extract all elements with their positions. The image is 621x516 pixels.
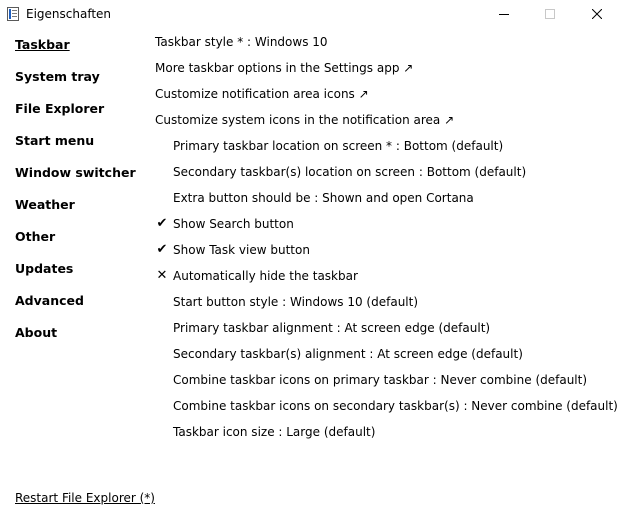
setting-system-icons-link[interactable]: [155, 112, 615, 138]
sidebar-item-start-menu[interactable]: [15, 133, 145, 165]
sidebar-item-taskbar[interactable]: [15, 37, 145, 69]
setting-notification-icons-link[interactable]: [155, 86, 615, 112]
setting-more-taskbar-options-link[interactable]: [155, 60, 615, 86]
sidebar-item-about[interactable]: [15, 325, 145, 357]
setting-label: Show Search button: [173, 217, 294, 231]
close-button[interactable]: [574, 0, 620, 28]
sidebar-item-label: Advanced: [15, 293, 84, 308]
setting-secondary-taskbar-alignment[interactable]: [155, 346, 615, 372]
setting-label: Show Task view button: [173, 243, 310, 257]
sidebar-item-weather[interactable]: [15, 197, 145, 229]
sidebar-item-other[interactable]: [15, 229, 145, 261]
setting-label: Extra button should be : Shown and open Cortana: [173, 191, 474, 205]
setting-label: Secondary taskbar(s) alignment : At screen edge (default): [173, 347, 523, 361]
sidebar-item-window-switcher[interactable]: [15, 165, 145, 197]
setting-show-search-button[interactable]: [155, 216, 615, 242]
setting-label: Customize notification area icons ↗: [155, 87, 369, 101]
setting-auto-hide-taskbar[interactable]: [155, 268, 615, 294]
cross-mark-icon: ✕: [156, 268, 168, 283]
taskbar-properties-icon: [7, 6, 19, 20]
setting-label: Secondary taskbar(s) location on screen : Bottom (default): [173, 165, 527, 179]
setting-label: Combine taskbar icons on secondary taskbar(s) : Never combine (default): [173, 399, 618, 413]
sidebar-item-label: System tray: [15, 69, 100, 84]
setting-label: Automatically hide the taskbar: [173, 269, 358, 283]
close-icon: [592, 9, 602, 19]
checkmark-icon: ✔: [156, 242, 168, 257]
maximize-icon: [545, 9, 555, 19]
setting-label: More taskbar options in the Settings app ↗: [155, 61, 414, 75]
setting-taskbar-icon-size[interactable]: [155, 424, 615, 450]
setting-taskbar-style[interactable]: [155, 34, 615, 60]
sidebar-item-file-explorer[interactable]: [15, 101, 145, 133]
setting-label: Start button style : Windows 10 (default): [173, 295, 419, 309]
sidebar-item-label: Updates: [15, 261, 74, 276]
setting-extra-button[interactable]: [155, 190, 615, 216]
restart-explorer-link[interactable]: Restart File Explorer (*): [15, 491, 155, 505]
sidebar-nav: [15, 37, 145, 357]
sidebar-item-label: Window switcher: [15, 165, 136, 180]
sidebar-item-updates[interactable]: [15, 261, 145, 293]
sidebar-item-label: About: [15, 325, 58, 340]
sidebar-item-label: File Explorer: [15, 101, 105, 116]
sidebar-item-label: Other: [15, 229, 56, 244]
setting-label: Taskbar icon size : Large (default): [173, 425, 376, 439]
minimize-button[interactable]: [481, 0, 527, 28]
setting-combine-icons-secondary[interactable]: [155, 398, 618, 424]
sidebar-item-system-tray[interactable]: [15, 69, 145, 101]
maximize-button[interactable]: [527, 0, 573, 28]
sidebar-item-label: Weather: [15, 197, 75, 212]
setting-show-task-view-button[interactable]: [155, 242, 615, 268]
setting-label: Taskbar style * : Windows 10: [155, 35, 328, 49]
setting-secondary-taskbar-location[interactable]: [155, 164, 615, 190]
settings-list: [155, 34, 618, 450]
sidebar-item-label: Start menu: [15, 133, 95, 148]
title-bar[interactable]: [0, 0, 621, 28]
setting-start-button-style[interactable]: [155, 294, 615, 320]
setting-primary-taskbar-location[interactable]: [155, 138, 615, 164]
checkmark-icon: ✔: [156, 216, 168, 231]
setting-combine-icons-primary[interactable]: [155, 372, 615, 398]
setting-primary-taskbar-alignment[interactable]: [155, 320, 615, 346]
minimize-icon: [499, 9, 509, 19]
sidebar-item-advanced[interactable]: [15, 293, 145, 325]
setting-label: Primary taskbar alignment : At screen edge (default): [173, 321, 491, 335]
setting-label: Customize system icons in the notification area ↗: [155, 113, 455, 127]
setting-label: Primary taskbar location on screen * : Bottom (default): [173, 139, 504, 153]
setting-label: Combine taskbar icons on primary taskbar : Never combine (default): [173, 373, 588, 387]
window-title: Eigenschaften: [26, 7, 112, 21]
sidebar-item-label: Taskbar: [15, 37, 70, 52]
